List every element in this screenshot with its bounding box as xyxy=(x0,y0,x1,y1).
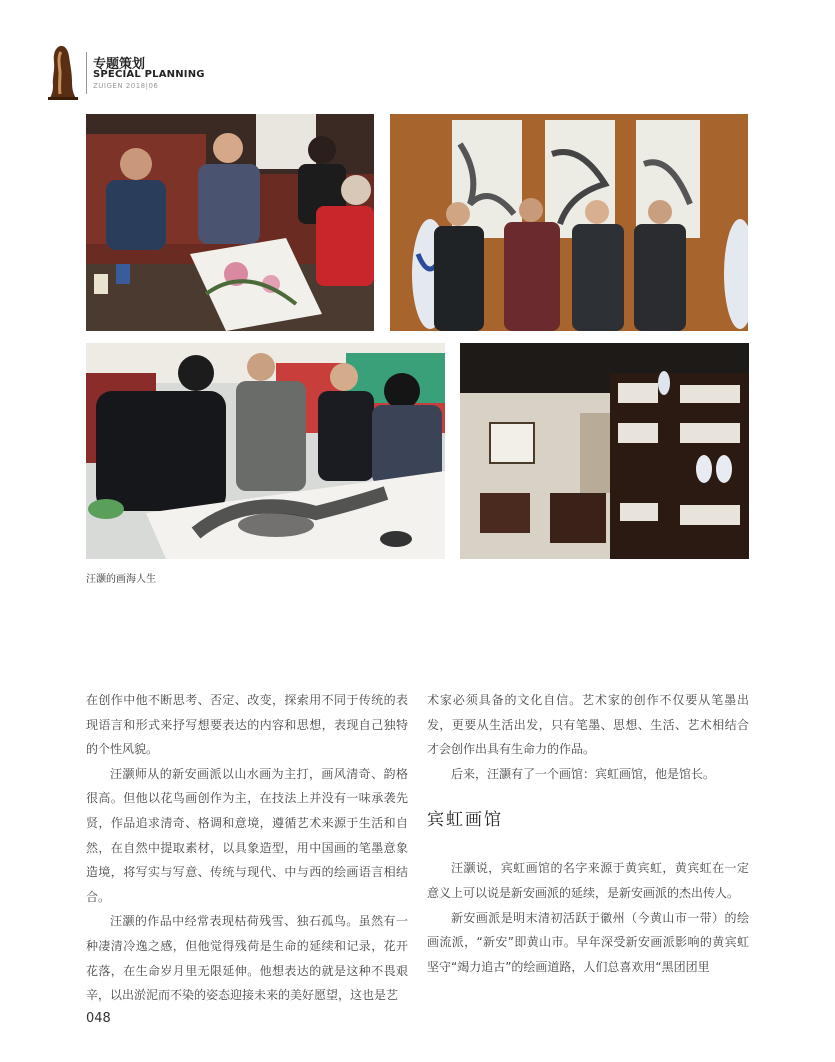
photo-caption: 汪灏的画海人生 xyxy=(86,574,156,585)
paragraph: 新安画派是明末清初活跃于徽州（今黄山市一带）的绘画流派，“新安”即黄山市。早年深受新安画派影响的黄宾虹坚守“竭力追古”的绘画道路，人们总喜欢用“黑团团里 xyxy=(427,910,749,974)
photo-viewing-painting xyxy=(86,114,374,331)
page-number: 048 xyxy=(86,1011,111,1026)
section-heading: 宾虹画馆 xyxy=(427,810,503,831)
header-divider xyxy=(86,52,87,94)
magazine-logo xyxy=(48,42,78,100)
photo-collaborative-painting xyxy=(86,343,445,559)
paragraph: 汪灏的作品中经常表现枯荷残雪、独石孤鸟。虽然有一种凄清冷逸之感，但他觉得残荷是生命的延续和记录，花开花落，在生命岁月里无限延伸。他想表达的就是这种不畏艰辛，以出淤泥而不染的姿态迎接未来的美好愿望，这也是艺 xyxy=(86,914,408,1003)
photo-gallery-interior xyxy=(460,343,749,559)
article-column-right xyxy=(427,688,749,979)
article-column-left xyxy=(86,688,408,1008)
section-title-en: SPECIAL PLANNING xyxy=(93,69,205,80)
issue-label: ZUIGEN 2018|06 xyxy=(93,82,159,90)
paragraph: 在创作中他不断思考、否定、改变，探索用不同于传统的表现语言和形式来抒写想要表达的内容和思想，表现自己独特的个性风貌。 xyxy=(86,693,408,757)
paragraph: 术家必须具备的文化自信。艺术家的创作不仅要从笔墨出发，更要从生活出发，只有笔墨、思想、生活、艺术相结合才会创作出具有生命力的作品。 xyxy=(427,693,749,757)
section-title-cn: 专题策划 xyxy=(93,57,146,72)
photo-group-portrait xyxy=(390,114,748,331)
paragraph: 后来，汪灏有了一个画馆：宾虹画馆，他是馆长。 xyxy=(451,766,716,781)
paragraph: 汪灏师从的新安画派以山水画为主打，画风清奇、韵格很高。但他以花鸟画创作为主，在技法上并没有一味承袭先贤，作品追求清奇、格调和意境，遵循艺术来源于生活和自然，在自然中提取素材，以具象造型，用中国画的笔墨意象造境，将写实与写意、传统与现代、中与西的绘画语言相结合。 xyxy=(86,766,408,904)
paragraph: 汪灏说，宾虹画馆的名字来源于黄宾虹，黄宾虹在一定意义上可以说是新安画派的延续，是新安画派的杰出传人。 xyxy=(427,861,749,900)
